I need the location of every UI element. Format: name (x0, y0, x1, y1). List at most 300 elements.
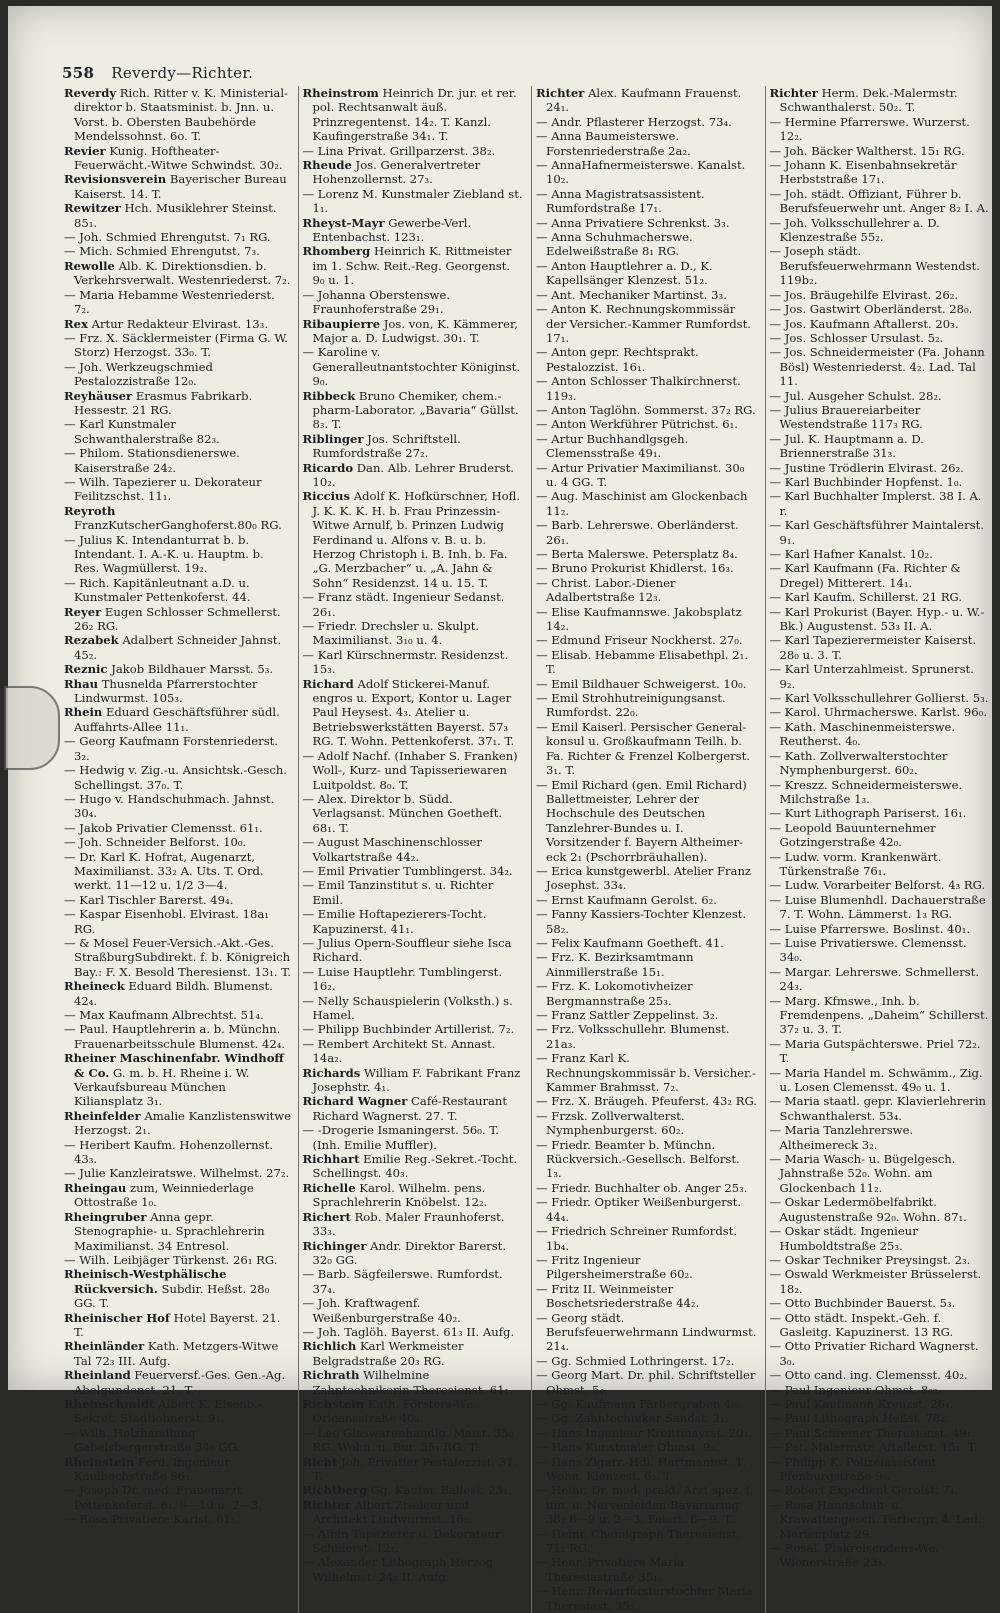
directory-entry (536, 1253, 759, 1282)
directory-entry (64, 576, 292, 605)
directory-entry (770, 518, 993, 547)
entry-details: Georg Kaufmann Forstenriederst. 3₂. (74, 734, 278, 763)
entry-details: Anna Baumeisterswe. Forstenriederstraße 2a₂. (546, 129, 691, 158)
entry-surname: Richrath (302, 1368, 360, 1383)
directory-entry (64, 835, 292, 849)
entry-details: Hugo v. Handschuhmach. Jahnst. 30₄. (74, 791, 275, 821)
directory-entry (64, 936, 292, 979)
entry-surname: Reyer (64, 604, 102, 619)
entry-details: Hermine Pfarrerswe. Wurzerst. 12₂. (779, 114, 970, 144)
directory-entry (536, 576, 759, 605)
entry-details: Hans Kunstmaler Ohmst. 9₃. (551, 1440, 719, 1455)
entry-details: Jos. Kaufmann Aftallerst. 20₃. (784, 316, 959, 331)
directory-entry (770, 1498, 993, 1541)
entry-details: Otto städt. Inspekt.-Geh. f. Gasleitg. Kapuzinerst. 13 RG. (779, 1310, 954, 1339)
directory-entry (64, 1455, 292, 1484)
entry-details: Gg. Zahntechniker Sandst. 2₁. (551, 1411, 729, 1426)
entry-details: Maria Handel m. Schwämm., Zig. u. Losen Clemensst. 49₀ u. 1. (779, 1065, 983, 1095)
directory-entry (536, 187, 759, 216)
directory-entry (536, 950, 759, 979)
directory-entry (64, 417, 292, 446)
entry-details: Albin Tapezierer u. Dekorateur Schillerst. 12₁. (312, 1526, 501, 1556)
entry-details: Rosa Handschuh- u. Krawattengesch. Färbergr. 4. Lad. Marienplatz 29. (779, 1497, 982, 1541)
directory-entry (770, 633, 993, 662)
entry-details: Paul Ingenieur Ohmst. 8₉₃. (784, 1382, 942, 1397)
directory-entry (64, 1397, 292, 1426)
directory-entry (536, 778, 759, 864)
directory-entry (64, 1109, 292, 1138)
directory-entry (64, 1311, 292, 1340)
entry-details: Paul Schreiner Theresienst. 49₁. (784, 1425, 975, 1440)
directory-entry (536, 1527, 759, 1556)
running-title: Reverdy—Richter. (111, 64, 254, 82)
directory-entry (770, 1411, 993, 1425)
entry-details: Karl Volksschullehrer Gollierst. 5₃. (784, 691, 989, 706)
directory-entry (536, 345, 759, 374)
directory-entry (64, 633, 292, 662)
entry-details: Joh. Schmied Ehrengutst. 7₁ RG. (79, 230, 271, 245)
entry-details: G. m. b. H. Rheine i. W. Verkaufsbureau München Kiliansplatz 3₁. (74, 1065, 250, 1109)
directory-entry (536, 936, 759, 950)
directory-entry (536, 1397, 759, 1411)
entry-details: Kath. Maschinenmeisterswe. Reutherst. 4₀. (779, 719, 956, 749)
directory-entry (536, 1426, 759, 1440)
entry-details: Philipp Buchbinder Artillerist. 7₂. (317, 1022, 515, 1037)
directory-entry (536, 907, 759, 936)
directory-entry (536, 677, 759, 691)
entry-surname: Rheinischer Hof (64, 1310, 170, 1325)
directory-entry (536, 129, 759, 158)
directory-entry (770, 821, 993, 850)
directory-entry (770, 1123, 993, 1152)
directory-entry (770, 1037, 993, 1066)
entry-details: Amalie Kanzlistenswitwe Herzogst. 2₁. (74, 1108, 292, 1138)
directory-entry (64, 172, 292, 201)
directory-entry (770, 561, 993, 590)
directory-entry (770, 432, 993, 461)
entry-details: Aug. Maschinist am Glockenbach 11₂. (546, 489, 748, 518)
entry-details: Emil Tanzinstitut s. u. Richter Emil. (312, 878, 494, 907)
directory-entry (536, 1311, 759, 1354)
directory-entry (64, 1339, 292, 1368)
entry-details: Karl Prokurist (Bayer. Hyp.- u. W.-Bk.) Augustenst. 53₃ II. A. (779, 604, 985, 634)
entry-surname: Riblinger (302, 431, 364, 446)
directory-entry (303, 461, 526, 490)
entry-surname: Rezabek (64, 633, 119, 648)
directory-entry (303, 590, 526, 619)
entry-details: Ludw. vorm. Krankenwärt. Türkenstraße 76₁. (779, 849, 942, 878)
entry-surname: Richards (302, 1065, 361, 1080)
directory-entry (303, 1210, 526, 1239)
entry-details: Oskar Ledermöbelfabrikt. Augustenstraße 92₀. Wohn. 87₁. (779, 1195, 967, 1224)
directory-entry (303, 1455, 526, 1484)
entry-surname: Richter (536, 86, 585, 100)
directory-entry (64, 201, 292, 230)
directory-entry (536, 979, 759, 1008)
entry-details: Luise Hauptlehr. Tumblingerst. 16₂. (312, 964, 503, 994)
entry-details: Karl Kunstmaler Schwanthalerstraße 82₃. (74, 417, 220, 446)
entry-surname: Richelle (302, 1180, 356, 1195)
column-4 (765, 86, 993, 1613)
directory-entry (536, 432, 759, 461)
directory-entry (303, 792, 526, 835)
entry-details: Karl Geschäftsführer Maintalerst. 9₁. (779, 518, 984, 547)
entry-details: Emilie Hoftapezierers-Tocht. Kapuzinerst. 41₁. (312, 907, 487, 936)
directory-entry (536, 86, 759, 115)
entry-details: Maria Hebamme Westenriederst. 7₂. (74, 287, 275, 317)
entry-details: Artur Redakteur Elvirast. 13₃. (91, 316, 269, 331)
directory-entry (770, 331, 993, 345)
directory-entry (770, 590, 993, 604)
entry-details: Rosa Privatiere Karlst. 61₁. (79, 1512, 240, 1527)
entry-details: Julius K. Intendanturrat b. b. Intendant. I. A.-K. u. Hauptm. b. Res. Wagmüllerst. 19₂. (74, 532, 264, 576)
entry-details: Jakob Privatier Clemensst. 61₁. (79, 820, 263, 835)
entry-details: Albert K. Eisenb.-Sekret. Stadtlohnerst. 9₃. (74, 1396, 262, 1426)
entry-details: Henr. Privatiere Maria Theresiastraße 35₁. (546, 1555, 685, 1584)
entry-details: Julius Brauereiarbeiter Westendstraße 117₃ RG. (779, 402, 923, 432)
entry-surname: Rheinisch-Westphälische Rückversich. (64, 1267, 227, 1296)
entry-details: Christ. Labor.-Diener Adalbertstraße 12₃. (546, 575, 676, 605)
directory-entry (770, 1383, 993, 1397)
directory-entry (64, 86, 292, 144)
entry-details: Maria Tanzlehrerswe. Altheimereck 3₂. (779, 1123, 914, 1152)
entry-details: Emil Strohhutreinigungsanst. Rumfordst. 22₀. (546, 691, 726, 720)
directory-entry (770, 317, 993, 331)
directory-entry (303, 1368, 526, 1397)
entry-details: Anton Werkführer Pütrichst. 6₁. (551, 417, 738, 432)
entry-details: Georg Mart. Dr. phil. Schriftsteller Ohmst. 5₄. (546, 1368, 756, 1397)
entry-details: Otto Buchbinder Bauerst. 5₃. (784, 1296, 956, 1311)
entry-details: Karl Kürschnermstr. Residenzst. 15₃. (312, 647, 509, 677)
binder-clip-shadow (4, 686, 60, 770)
entry-surname: Richert (302, 1209, 351, 1224)
entry-details: Philipp K. Polizeiassistent Pfenburgstraße 9₃. (779, 1454, 937, 1483)
directory-entry (536, 158, 759, 187)
entry-details: Oskar städt. Ingenieur Humboldtstraße 25₃. (779, 1224, 918, 1253)
entry-details: Fanny Kassiers-Tochter Klenzest. 58₂. (546, 907, 747, 936)
directory-entry (303, 1527, 526, 1556)
entry-details: Albert Ziseleur und Architekt Lindwurmst. 16₃. (312, 1497, 473, 1527)
directory-entry (64, 907, 292, 936)
directory-entry (303, 1181, 526, 1210)
directory-entry (536, 633, 759, 647)
entry-details: Philom. Stationsdienerswe. Kaiserstraße 24₂. (74, 446, 240, 475)
directory-entry (303, 1426, 526, 1455)
directory-entry (770, 605, 993, 634)
directory-entry (770, 878, 993, 892)
entry-details: Adolf K. Hofkürschner, Hofl. J. K. K. K. H. b. Frau Prinzessin-Witwe Arnulf, b. Prinzen Ludwig Ferdinand u. Alfons v. B. u. b. Herzog Christoph i. B. Inh. b. Fa. „G. Merzbacher“ u. „A. Jahn & Sohn“ Residenzst. 14 u. 15. T. (312, 489, 521, 590)
entry-details: Rich. Ritter v. K. Ministerial-direktor b. Staatsminist. b. Jnn. u. Vorst. b. Obersten Baubehörde Mendelssohnst. 6o. T. (74, 86, 288, 144)
entry-details: Franz Sattler Zeppelinst. 3₂. (551, 1008, 719, 1022)
entry-details: Rembert Architekt St. Annast. 14a₂. (312, 1036, 496, 1066)
entry-details: Ant. Mechaniker Martinst. 3₃. (551, 287, 727, 302)
directory-entry (303, 86, 526, 144)
directory-entry (536, 489, 759, 518)
entry-details: Maria staatl. gepr. Klavierlehrerin Schwanthalerst. 53₄. (779, 1094, 987, 1123)
directory-entry (536, 1051, 759, 1094)
entry-details: Wilhelmine Zahntechnikerin Theresienst. 61₁. (312, 1368, 513, 1397)
entry-details: Anna Schuhmacherswe. Edelweißstraße 8₁ RG. (546, 230, 693, 259)
directory-entry (770, 1426, 993, 1440)
entry-details: Frz. X. Säcklermeister (Firma G. W. Storz) Herzogst. 33₀. T. (74, 330, 288, 360)
entry-details: Paul Kaufmann Kreuzst. 26₄. (784, 1396, 954, 1411)
entry-surname: Rheyst-Mayr (302, 215, 385, 230)
entry-details: Kath. Zollverwalterstochter Nymphenburgerst. 60₂. (779, 748, 948, 778)
entry-surname: Richt (302, 1454, 338, 1469)
entry-surname: Rheinland (64, 1368, 131, 1383)
entry-surname: Rewitzer (64, 201, 121, 216)
entry-details: Lina Privat. Grillparzerst. 38₂. (317, 143, 496, 158)
directory-entry (303, 489, 526, 590)
directory-entry (536, 1008, 759, 1022)
entry-details: Paul Lithograph Heßst. 78₄. (784, 1411, 949, 1426)
entry-details: Barb. Lehrerswe. Oberländerst. 26₁. (546, 518, 739, 547)
entry-details: Kreszz. Schneidermeisterswe. Milchstraße 1₃. (779, 777, 963, 806)
entry-details: Luise Blumenhdl. Dachauerstraße 7. T. Wohn. Lämmerst. 1₃ RG. (779, 892, 986, 922)
directory-entry (770, 115, 993, 144)
entry-details: Heinrich Dr. jur. et rer. pol. Rechtsanwalt äuß. Prinzregentenst. 14₂. T. Kanzl. Kaufingerstraße 34₁. T. (312, 86, 517, 144)
directory-entry (303, 317, 526, 346)
directory-entry (770, 1440, 993, 1454)
directory-entry (303, 1267, 526, 1296)
directory-entry (536, 1368, 759, 1397)
directory-entry (303, 994, 526, 1023)
directory-entry (303, 144, 526, 158)
directory-entry (303, 1325, 526, 1339)
entry-details: Justine Trödlerin Elvirast. 26₂. (784, 460, 964, 475)
directory-entry (64, 446, 292, 475)
entry-details: Karol. Uhrmacherswe. Karlst. 96₀. (784, 705, 987, 720)
directory-entry (303, 1397, 526, 1426)
entry-details: Friedr. Buchhalter ob. Anger 25₃. (551, 1180, 748, 1195)
entry-details: William F. Fabrikant Franz Josephstr. 4₁. (312, 1065, 521, 1095)
entry-details: Anton Schlosser Thalkirchnerst. 119₃. (546, 374, 741, 403)
directory-entry (770, 389, 993, 403)
entry-details: Alex. Kaufmann Frauenst. 24₁. (546, 86, 742, 115)
directory-entry (770, 489, 993, 518)
directory-entry (64, 1022, 292, 1051)
entry-details: Heribert Kaufm. Hohenzollernst. 43₃. (74, 1137, 273, 1167)
directory-entry (536, 1584, 759, 1613)
entry-details: Edmund Friseur Nockherst. 27₀. (551, 633, 743, 648)
directory-entry (770, 705, 993, 719)
entry-details: Oskar Techniker Preysingst. 2₃. (784, 1252, 971, 1267)
directory-entry (303, 749, 526, 792)
directory-entry (303, 1555, 526, 1584)
directory-entry (64, 244, 292, 258)
entry-columns (64, 86, 992, 1613)
directory-entry (303, 1037, 526, 1066)
directory-entry (770, 461, 993, 475)
directory-entry (770, 994, 993, 1037)
directory-entry (536, 1094, 759, 1108)
directory-entry (64, 979, 292, 1008)
entry-details: Jos. Schlosser Ursulast. 5₂. (784, 330, 944, 345)
directory-entry (303, 648, 526, 677)
entry-surname: Richter (302, 1497, 351, 1512)
directory-entry (536, 691, 759, 720)
entry-details: Karl Hafner Kanalst. 10₂. (784, 547, 933, 561)
entry-details: Heinr. Dr. med. prakt. Arzt spez. f. inn. u. Nervenleiden Bavariaring 38₂ 8—9 u. 2—3, Feiert. 8—9. T. (546, 1483, 754, 1527)
entry-details: Felix Kaufmann Goetheft. 41. (551, 935, 724, 950)
entry-details: Anna gepr. Stenographie- u. Sprachlehrerin Maximilianst. 34 Entresol. (74, 1209, 265, 1253)
directory-entry (536, 648, 759, 677)
directory-entry (770, 893, 993, 922)
entry-details: Max Kaufmann Albrechtst. 51₄. (79, 1008, 264, 1022)
entry-details: Eduard Geschäftsführer südl. Auffahrts-Allee 11₁. (74, 705, 280, 734)
entry-details: Subdir. Heßst. 28₀ GG. T. (74, 1281, 270, 1311)
entry-surname: Reyroth (64, 503, 116, 518)
entry-surname: Rhomberg (302, 244, 371, 259)
entry-details: Jos. Schneidermeister (Fa. Johann Bösl) Westenriederst. 4₂. Lad. Tal 11. (779, 345, 985, 389)
directory-entry (770, 302, 993, 316)
directory-entry (64, 792, 292, 821)
entry-details: Erica kunstgewerbl. Atelier Franz Josephst. 33₄. (546, 863, 752, 893)
directory-entry (64, 288, 292, 317)
entry-details: Jul. K. Hauptmann a. D. Briennerstraße 31₃. (779, 431, 924, 461)
directory-entry (64, 1483, 292, 1512)
entry-surname: Rheiner Maschinenfabr. Windhoff & Co. (64, 1051, 284, 1080)
entry-details: Kath. Metzgers-Witwe Tal 72₃ III. Aufg. (74, 1339, 279, 1368)
directory-entry (536, 115, 759, 129)
entry-details: Leopold Bauunternehmer Gotzingerstraße 42₀. (779, 820, 936, 850)
directory-entry (303, 965, 526, 994)
entry-details: Erasmus Fabrikarb. Hessestr. 21 RG. (74, 388, 253, 417)
directory-entry (64, 821, 292, 835)
entry-details: Andr. Direktor Barerst. 32₀ GG. (312, 1238, 507, 1267)
directory-entry (770, 1483, 993, 1497)
directory-entry (770, 1152, 993, 1195)
entry-details: Fritz II. Weinmeister Boschetsriederstraße 44₂. (546, 1281, 700, 1311)
entry-details: Karl Kaufm. Schillerst. 21 RG. (784, 590, 963, 605)
entry-surname: Rex (64, 316, 88, 331)
directory-entry (303, 1339, 526, 1368)
entry-details: Bayerischer Bureau Kaiserst. 14. T. (74, 172, 287, 201)
entry-details: Gewerbe-Verl. Entenbachst. 123₁. (312, 215, 472, 245)
entry-details: Jakob Bildhauer Marsst. 5₃. (111, 662, 274, 677)
entry-details: Barb. Sägfeilerswe. Rumfordst. 37₄. (312, 1267, 503, 1296)
entry-surname: Richstein (302, 1396, 365, 1411)
entry-surname: Rewolle (64, 258, 115, 273)
entry-details: Frzsk. Zollverwalterst. Nymphenburgerst. 60₂. (546, 1108, 685, 1138)
entry-surname: Rhein (64, 705, 103, 720)
entry-details: Dan. Alb. Lehrer Bruderst. 10₂. (312, 460, 514, 489)
entry-details: Karl Werkmeister Belgradstraße 20₃ RG. (312, 1339, 464, 1368)
directory-entry (536, 518, 759, 547)
entry-details: Thusnelda Pfarrerstochter Lindwurmst. 105₃. (74, 676, 258, 706)
entry-details: Dr. Karl K. Hofrat, Augenarzt, Maximilianst. 33₂ A. Uts. T. Ord. werkt. 11—12 u. 1/2 3—4. (74, 849, 264, 893)
entry-details: Heinrich K. Rittmeister im 1. Schw. Reit.-Reg. Georgenst. 9₀ u. 1. (312, 244, 512, 288)
directory-entry (303, 244, 526, 287)
entry-details: Karl Buchhalter Implerst. 38 I. A. r. (779, 489, 982, 518)
entry-details: Artur Privatier Maximilianst. 30₀ u. 4 GG. T. (546, 460, 745, 489)
directory-entry (64, 1210, 292, 1253)
directory-entry (536, 302, 759, 345)
directory-entry (770, 216, 993, 245)
directory-entry (536, 1555, 759, 1584)
directory-entry (303, 1483, 526, 1497)
entry-details: Joh. Taglöh. Bayerst. 61₃ II. Aufg. (317, 1324, 515, 1339)
entry-surname: Riccius (302, 489, 351, 504)
entry-details: Andr. Pflasterer Herzogst. 73₄. (551, 114, 732, 129)
entry-details: Adolf Stickerei-Manuf. engros u. Export, Kontor u. Lager Paul Heysest. 4₃. Atelier u. Betriebswerkstätten Bayerst. 57₃ RG. T. Wohn. Pettenkoferst. 37₁. T. (312, 676, 515, 749)
entry-details: Margar. Lehrerswe. Schmellerst. 24₃. (779, 964, 980, 994)
entry-details: Karl Tischler Barerst. 49₄. (79, 892, 234, 907)
directory-entry (770, 965, 993, 994)
directory-entry (64, 533, 292, 576)
entry-details: Frz. Volksschullehr. Blumenst. 21a₃. (546, 1022, 730, 1051)
entry-details: FranzKutscherGanghoferst.80₀ RG. (74, 518, 282, 533)
entry-details: AnnaHafnermeisterswe. Kanalst. 10₂. (546, 158, 746, 187)
entry-surname: Richhart (302, 1152, 360, 1167)
entry-details: Luise Pfarrerswe. Boslinst. 40₁. (784, 921, 971, 936)
entry-details: Johanna Oberstenswe. Fraunhoferstraße 29₁. (312, 287, 451, 317)
directory-entry (303, 677, 526, 749)
entry-details: Hotel Bayerst. 21. T. (74, 1310, 281, 1339)
entry-details: Hans Zigarr.-Hdl. Hartmannst. 1. Wohn. Klenzest. 6₃. T. (546, 1454, 747, 1483)
entry-details: Jos. Generalvertreter Hohenzollernst. 27₃. (312, 158, 481, 187)
entry-surname: Richlich (302, 1339, 357, 1354)
directory-entry (770, 403, 993, 432)
directory-entry (536, 1483, 759, 1526)
entry-details: Rosal. Plakreisendens-We. Wienerstraße 23₃. (779, 1541, 939, 1570)
directory-entry (303, 1239, 526, 1268)
directory-entry (770, 691, 993, 705)
entry-details: Karl Kaufmann (Fa. Richter & Dregel) Mitterert. 14₁. (779, 561, 961, 590)
entry-details: Emil Richard (gen. Emil Richard) Ballettmeister, Lehrer der Hochschule des Deutschen Tanzlehrer-Bundes u. I. Vorsitzender f. Bayern Altheimer-eck 2₁ (Pschorrbräuhallen). (546, 777, 747, 864)
entry-surname: Rheude (302, 158, 352, 173)
directory-entry (536, 893, 759, 907)
directory-entry (303, 1498, 526, 1527)
directory-entry (64, 1512, 292, 1526)
directory-entry (536, 720, 759, 778)
entry-details: Joh. Privatier Pestalozzist. 31. T. (312, 1454, 518, 1483)
entry-surname: Richard Wagner (302, 1094, 408, 1109)
entry-surname: Rheineck (64, 979, 125, 994)
directory-entry (64, 1253, 292, 1267)
directory-entry (770, 1094, 993, 1123)
entry-details: Joh. Werkzeugschmied Pestalozzistraße 12₀. (74, 359, 213, 389)
entry-surname: Revisionsverein (64, 172, 167, 187)
entry-details: Oswald Werkmeister Brüsselerst. 18₂. (779, 1267, 982, 1296)
directory-entry (64, 1181, 292, 1210)
directory-entry (536, 1440, 759, 1454)
directory-entry (64, 1368, 292, 1397)
entry-details: Frz. K. Bezirksamtmann Ainmillerstraße 15₁. (546, 950, 694, 979)
entry-details: Wilh. Leibjäger Türkenst. 26₁ RG. (79, 1252, 278, 1267)
entry-details: Gg. Schmied Lothringerst. 17₂. (551, 1353, 735, 1368)
directory-entry (64, 144, 292, 173)
directory-entry (536, 1022, 759, 1051)
directory-entry (536, 288, 759, 302)
directory-entry (303, 907, 526, 936)
entry-details: Franz städt. Ingenieur Sedanst. 26₁. (312, 590, 505, 619)
entry-details: Anton Hauptlehrer a. D., K. Kapellsänger Klenzest. 51₂. (546, 258, 713, 288)
entry-details: Friedrich Schreiner Rumfordst. 1b₄. (546, 1224, 738, 1253)
directory-entry (64, 360, 292, 389)
directory-entry (303, 1094, 526, 1123)
entry-details: Ludw. Vorarbeiter Belforst. 4₃ RG. (784, 878, 986, 893)
entry-details: Marg. Kfmswe., Inh. b. Fremdenpens. „Daheim“ Schillerst. 37₂ u. 3. T. (779, 993, 989, 1037)
entry-details: Maria Gutspächterswe. Priel 72₂. T. (779, 1036, 981, 1066)
entry-surname: Rheinstein (64, 1454, 135, 1469)
entry-details: Karl Unterzahlmeist. Sprunerst. 9₂. (779, 662, 974, 691)
entry-surname: Reznic (64, 662, 108, 677)
entry-details: Lorenz M. Kunstmaler Ziebland st. 1₁. (312, 186, 523, 216)
entry-details: Georg städt. Berufsfeuerwehrmann Lindwurmst. 21₄. (546, 1310, 757, 1354)
directory-entry (770, 475, 993, 489)
directory-entry (770, 1224, 993, 1253)
